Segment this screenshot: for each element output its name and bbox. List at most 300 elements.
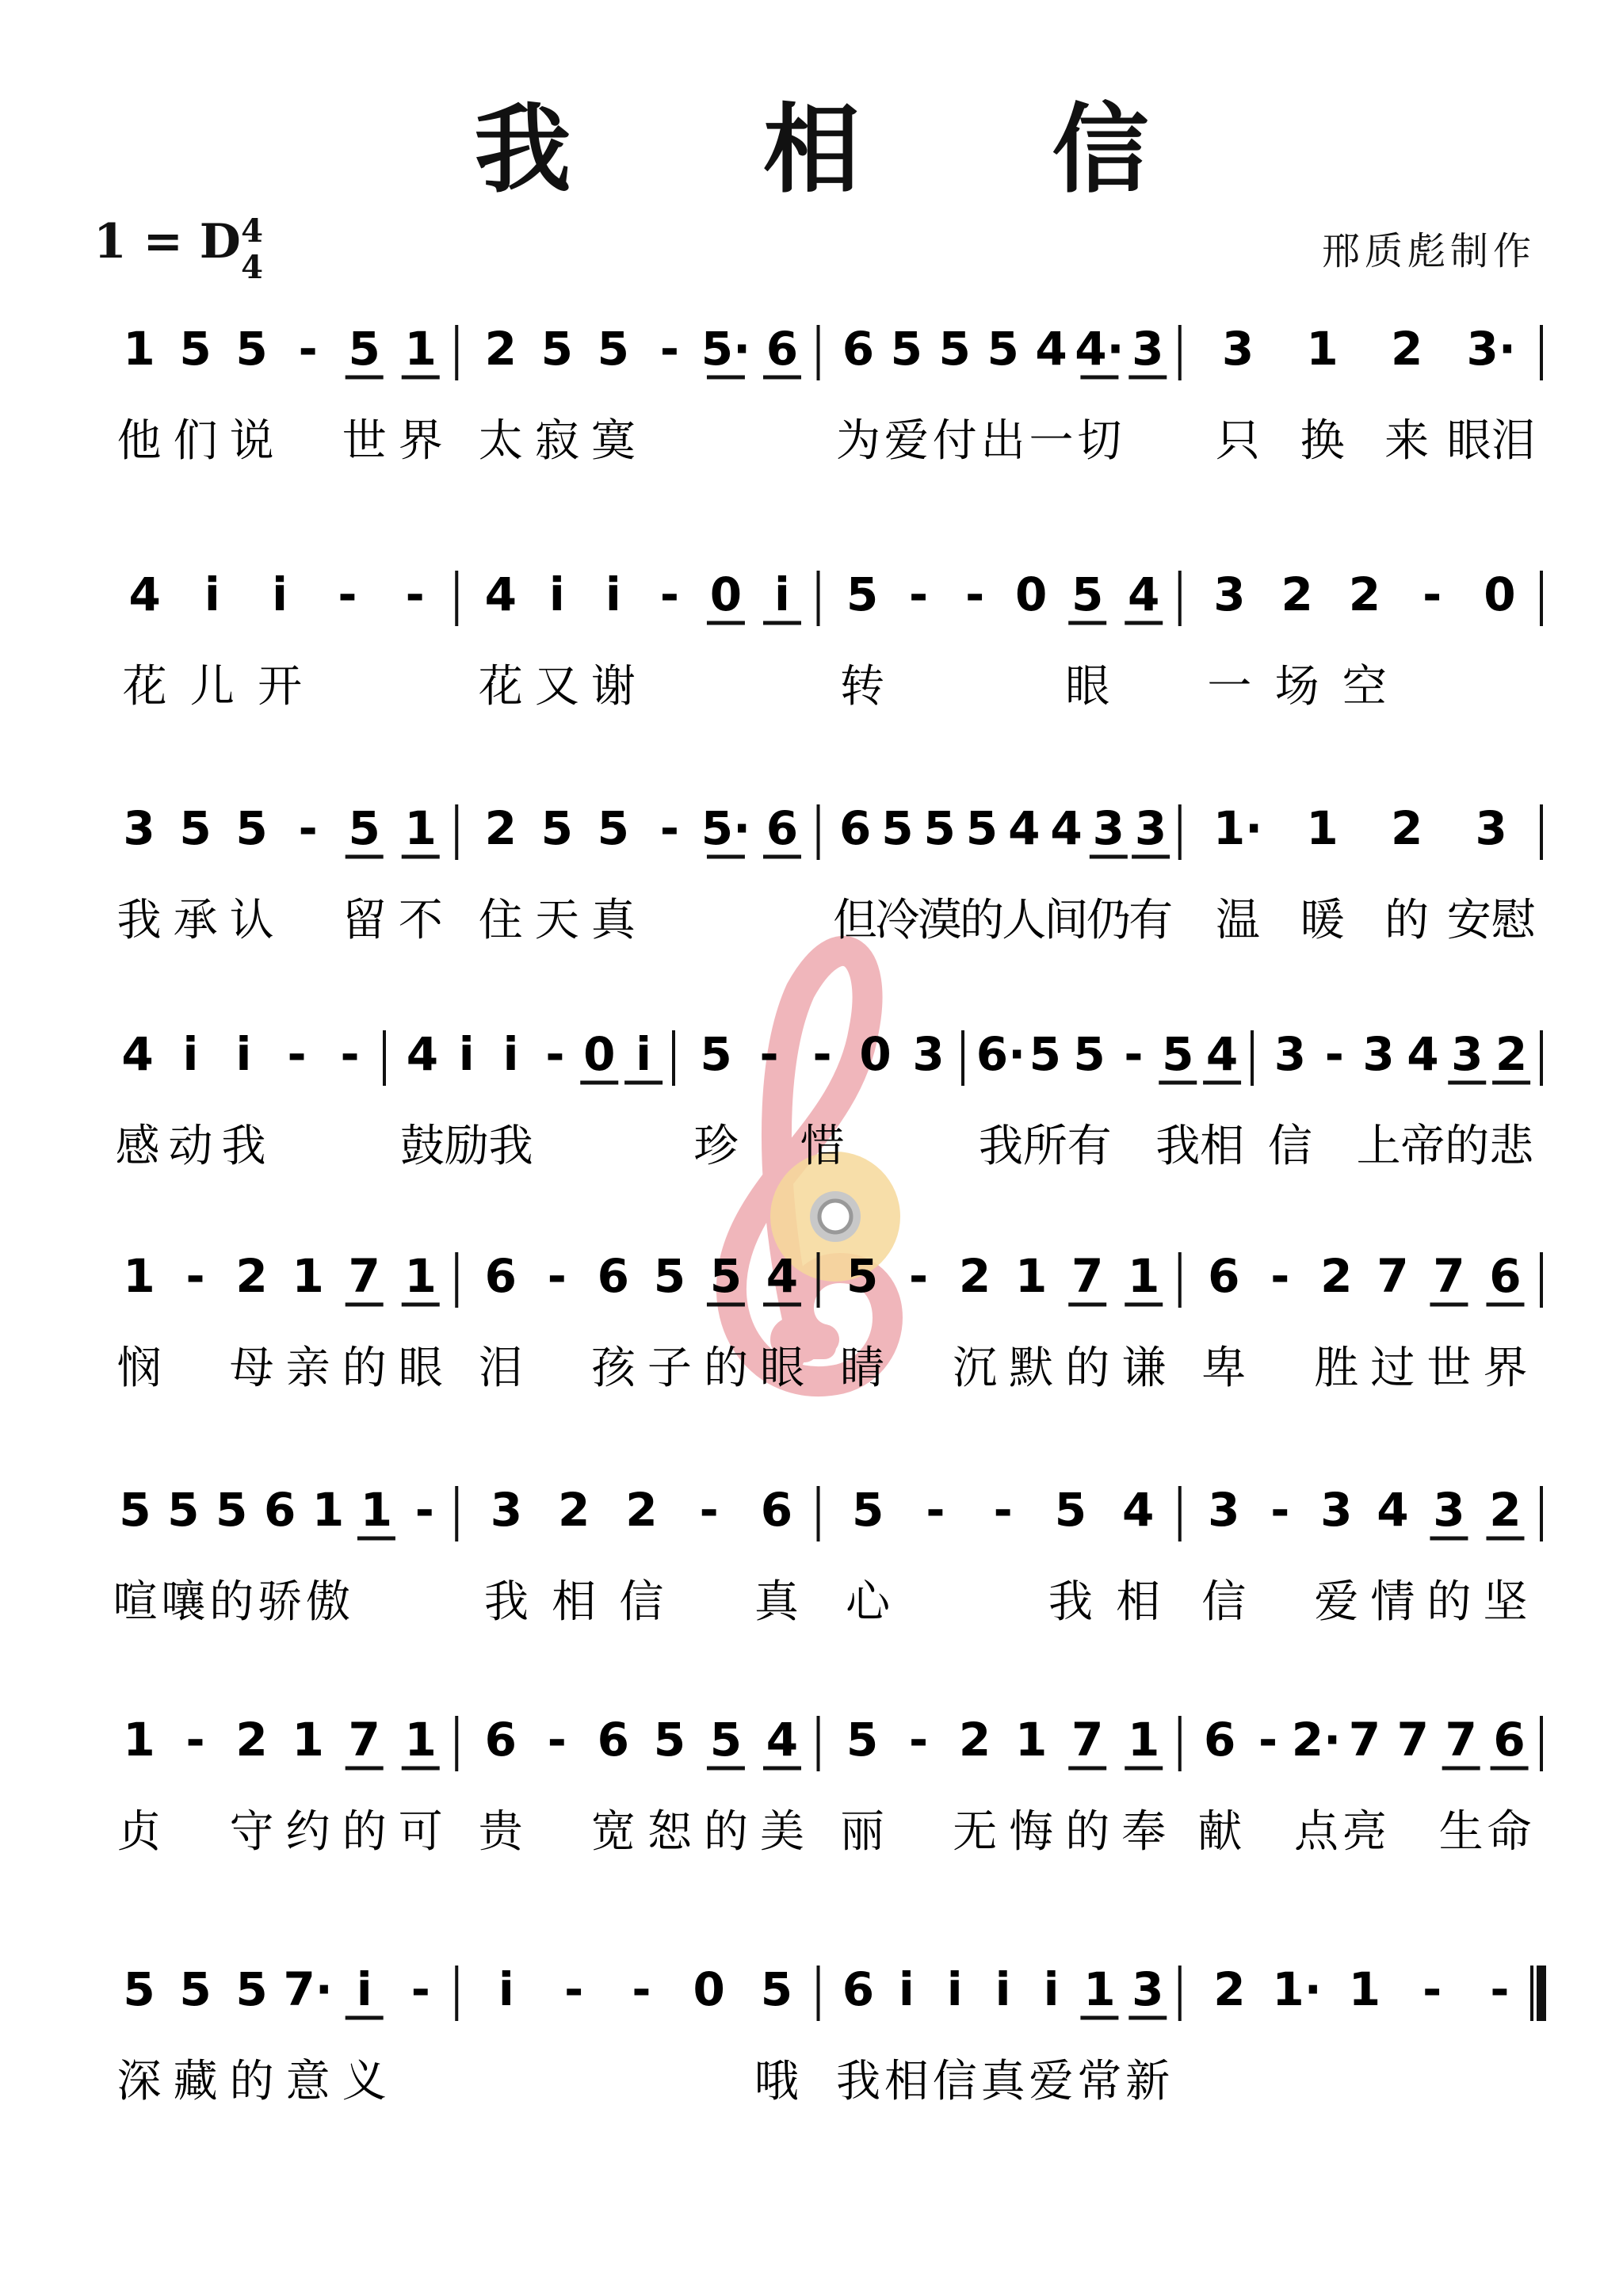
note: 4: [406, 1027, 439, 1081]
lyric: 贞: [116, 1806, 162, 1858]
note: 5: [709, 1713, 743, 1767]
note: -: [659, 322, 679, 376]
lyric: 又: [534, 661, 579, 712]
note: i: [898, 1962, 915, 2016]
note: 3: [1475, 801, 1507, 855]
note: 2: [958, 1249, 991, 1303]
note: 5: [1162, 1027, 1194, 1081]
lyric: 的: [342, 1343, 387, 1394]
note: 4: [1121, 1483, 1155, 1537]
note: 5: [709, 1249, 743, 1303]
lyric: 承: [173, 895, 218, 946]
lyric: 守: [229, 1806, 274, 1858]
note: 5: [597, 322, 630, 376]
note: -: [185, 1249, 205, 1303]
note: 7: [1377, 1249, 1409, 1303]
lyric: 的: [229, 2056, 274, 2107]
note: 3: [1221, 322, 1254, 376]
note: i: [272, 567, 288, 621]
lyric: 他: [116, 415, 162, 467]
note: 1: [1348, 1962, 1381, 2016]
lyric: 的: [703, 1806, 748, 1858]
note: -: [287, 1027, 307, 1081]
lyric: 留: [342, 895, 387, 946]
note: 5: [216, 1483, 248, 1537]
note: i: [548, 567, 565, 621]
note: 1: [1306, 322, 1338, 376]
note: 5: [1071, 567, 1104, 621]
lyric: 哦: [754, 2056, 799, 2107]
note: 5: [597, 801, 630, 855]
lyric: 我: [978, 1121, 1023, 1172]
note: 1: [292, 1249, 324, 1303]
note: -: [909, 567, 929, 621]
note: 3: [123, 801, 155, 855]
note: 3: [1213, 567, 1246, 621]
lyric: 安慰: [1446, 895, 1536, 946]
note: 2: [1390, 801, 1423, 855]
lyric: 为: [835, 415, 880, 467]
lyric: 漠: [917, 895, 962, 946]
note: 6: [838, 801, 872, 855]
note: 7: [348, 1713, 380, 1767]
note: 5: [851, 1483, 884, 1537]
note: 7·: [283, 1962, 333, 2016]
lyric: 场: [1274, 661, 1319, 712]
lyric: 相: [1116, 1576, 1161, 1628]
note: 4: [1407, 1027, 1439, 1081]
note: 6: [484, 1713, 517, 1767]
lyric: 的: [209, 1576, 254, 1628]
note: 5: [846, 567, 879, 621]
note: -: [659, 801, 679, 855]
note: 1: [1014, 1249, 1048, 1303]
lyric: 信: [932, 2056, 977, 2107]
note: 3: [1132, 1962, 1164, 2016]
lyric: 孩: [590, 1343, 636, 1394]
note: -: [545, 1027, 565, 1081]
note: 5: [846, 1713, 879, 1767]
note: 7: [1071, 1249, 1104, 1303]
note: 5: [235, 801, 268, 855]
note: 1: [404, 1713, 437, 1767]
lyric: 可: [398, 1806, 443, 1858]
note: i: [182, 1027, 199, 1081]
note: 7: [348, 1249, 380, 1303]
lyric: 嚷: [161, 1576, 206, 1628]
note: 5·: [701, 801, 751, 855]
lyric: 温: [1216, 895, 1261, 946]
note: -: [993, 1483, 1013, 1537]
note: 2: [484, 801, 517, 855]
note: 3: [1320, 1483, 1353, 1537]
note: 4: [766, 1249, 799, 1303]
lyric: 的: [1065, 1806, 1110, 1858]
note: -: [185, 1713, 205, 1767]
lyric: 相: [1200, 1121, 1245, 1172]
note: 5: [846, 1249, 879, 1303]
note: 2·: [1291, 1713, 1342, 1767]
note: -: [1270, 1249, 1290, 1303]
lyric: 鼓: [399, 1121, 445, 1172]
note: 7: [1396, 1713, 1429, 1767]
note: 6: [1493, 1713, 1526, 1767]
lyric: 暖: [1300, 895, 1345, 946]
lyric: 动: [168, 1121, 213, 1172]
note: -: [547, 1713, 567, 1767]
lyric: 珍: [693, 1121, 739, 1172]
note: i: [995, 1962, 1011, 2016]
note: i: [946, 1962, 963, 2016]
note: 1: [123, 322, 155, 376]
note: 0: [1484, 567, 1516, 621]
lyric: 悯: [116, 1343, 162, 1394]
note: 5: [540, 801, 573, 855]
note: -: [926, 1483, 945, 1537]
note: 0: [693, 1962, 725, 2016]
note: 3: [1362, 1027, 1395, 1081]
lyric: 子: [647, 1343, 692, 1394]
note: 2: [1489, 1483, 1522, 1537]
note: -: [564, 1962, 584, 2016]
lyric: 我: [1048, 1576, 1093, 1628]
note: -: [909, 1713, 929, 1767]
lyric: 宽: [590, 1806, 636, 1858]
note: -: [965, 567, 985, 621]
note: -: [338, 567, 357, 621]
lyric: 美: [759, 1806, 804, 1858]
lyric: 寞: [590, 415, 636, 467]
note: -: [340, 1027, 360, 1081]
note: 7: [1071, 1713, 1104, 1767]
note: 5·: [701, 322, 751, 376]
note: 2: [1390, 322, 1423, 376]
note: 3: [1208, 1483, 1240, 1537]
lyric: 深: [116, 2056, 162, 2107]
lyric: 但: [833, 895, 878, 946]
lyric: 信: [619, 1576, 664, 1628]
lyric: 泪: [478, 1343, 523, 1394]
lyric: 换: [1300, 415, 1345, 467]
note: 2: [958, 1713, 991, 1767]
note: -: [1270, 1483, 1290, 1537]
lyric: 眼: [759, 1343, 804, 1394]
note: 5: [119, 1483, 151, 1537]
note: -: [1124, 1027, 1144, 1081]
lyric: 界: [1483, 1343, 1528, 1394]
note: -: [405, 567, 425, 621]
lyric: 相: [552, 1576, 597, 1628]
lyric: 默: [1009, 1343, 1054, 1394]
lyric: 傲: [306, 1576, 351, 1628]
note: 3: [1433, 1483, 1465, 1537]
lyric: 真: [754, 1576, 799, 1628]
lyric: 眼泪: [1446, 415, 1536, 467]
note: -: [812, 1027, 832, 1081]
lyric: 过: [1370, 1343, 1415, 1394]
lyric: 只: [1216, 415, 1261, 467]
lyric: 的: [1065, 1343, 1110, 1394]
note: i: [502, 1027, 519, 1081]
note: i: [636, 1027, 652, 1081]
note: 2: [625, 1483, 658, 1537]
lyric: 爱: [884, 415, 929, 467]
note: 0: [859, 1027, 892, 1081]
note: -: [298, 801, 318, 855]
note: 6: [1208, 1249, 1240, 1303]
note: -: [411, 1962, 430, 2016]
lyric: 悔: [1009, 1806, 1054, 1858]
lyric: 点: [1293, 1806, 1338, 1858]
note: 6: [1489, 1249, 1522, 1303]
lyric: 情: [1370, 1576, 1415, 1628]
lyric: 付: [932, 415, 977, 467]
note: 6: [842, 322, 875, 376]
note: 1·: [1212, 801, 1263, 855]
note: 5: [987, 322, 1019, 376]
lyric: 意: [285, 2056, 330, 2107]
lyric: 世: [1426, 1343, 1472, 1394]
note: 3: [912, 1027, 945, 1081]
note: 5: [540, 322, 573, 376]
note: 5: [890, 322, 923, 376]
lyric: 有: [1128, 895, 1174, 946]
lyric: 亲: [285, 1343, 330, 1394]
note: 1: [292, 1713, 324, 1767]
lyric: 感: [115, 1121, 160, 1172]
lyric: 母: [229, 1343, 274, 1394]
lyric: 我: [483, 1576, 529, 1628]
lyric: 天: [534, 895, 579, 946]
note: 4: [128, 567, 161, 621]
note: 5: [700, 1027, 732, 1081]
lyric: 我: [835, 2056, 880, 2107]
lyric: 我: [116, 895, 162, 946]
lyric: 我: [221, 1121, 266, 1172]
lyric: 无: [953, 1806, 998, 1858]
note: 7: [1348, 1713, 1381, 1767]
note: 6: [597, 1713, 630, 1767]
note: 4: [1008, 801, 1041, 855]
note: 4: [121, 1027, 154, 1081]
note: 1: [404, 322, 437, 376]
lyric: 的: [959, 895, 1004, 946]
note: 3: [1134, 801, 1167, 855]
note: 3: [1451, 1027, 1484, 1081]
note: 6: [484, 1249, 517, 1303]
note: -: [1490, 1962, 1510, 2016]
note: 1: [1306, 801, 1338, 855]
lyric: 不: [398, 895, 443, 946]
note: 1: [1128, 1713, 1160, 1767]
note: 0: [1014, 567, 1048, 621]
note: 2: [1348, 567, 1381, 621]
note: 5: [760, 1962, 793, 2016]
note: i: [1043, 1962, 1060, 2016]
lyric: 骄: [258, 1576, 303, 1628]
note: -: [547, 1249, 567, 1303]
lyric: 切: [1077, 415, 1122, 467]
lyric: 的: [342, 1806, 387, 1858]
lyric: 相: [884, 2056, 929, 2107]
lyric: 生: [1438, 1806, 1484, 1858]
lyric: 上: [1356, 1121, 1401, 1172]
note: 5: [179, 801, 212, 855]
note: 4: [1377, 1483, 1409, 1537]
note: i: [235, 1027, 252, 1081]
lyric: 心: [846, 1576, 891, 1628]
note: -: [1324, 1027, 1344, 1081]
note: 6: [1204, 1713, 1236, 1767]
lyric: 开: [258, 661, 303, 712]
lyric: 来: [1384, 415, 1430, 467]
note: 1: [404, 1249, 437, 1303]
lyric: 丽: [840, 1806, 885, 1858]
lyric: 世: [342, 415, 387, 467]
lyric: 新: [1125, 2056, 1170, 2107]
note: 5: [1029, 1027, 1061, 1081]
lyric: 眼: [1065, 661, 1110, 712]
lyric: 卑: [1201, 1343, 1247, 1394]
lyric: 常: [1077, 2056, 1122, 2107]
lyric: 我: [1155, 1121, 1201, 1172]
note: 0: [583, 1027, 616, 1081]
note: 6: [766, 801, 799, 855]
note: 2: [1213, 1962, 1246, 2016]
note: 1: [360, 1483, 393, 1537]
lyric: 我: [488, 1121, 533, 1172]
lyric: 真: [980, 2056, 1025, 2107]
note: 5: [179, 1962, 212, 2016]
note: -: [659, 567, 679, 621]
note: 3: [1274, 1027, 1307, 1081]
lyric: 寂: [534, 415, 579, 467]
note: 6: [842, 1962, 875, 2016]
note: 4: [1050, 801, 1083, 855]
lyric: 所: [1022, 1121, 1067, 1172]
note: i: [356, 1962, 372, 2016]
lyric: 约: [285, 1806, 330, 1858]
note: 5: [179, 322, 212, 376]
lyric: 的: [703, 1343, 748, 1394]
arranger-credit: 邢质彪制作: [1321, 229, 1536, 273]
lyric: 真: [590, 895, 636, 946]
lyric: 胜: [1314, 1343, 1359, 1394]
note: 5: [1073, 1027, 1106, 1081]
lyric: 藏: [173, 2056, 218, 2107]
note: 5: [167, 1483, 200, 1537]
note: 1: [123, 1249, 155, 1303]
note: 7: [1433, 1249, 1465, 1303]
note: -: [759, 1027, 779, 1081]
note: 2: [1281, 567, 1313, 621]
note: i: [605, 567, 621, 621]
note: 6: [766, 322, 799, 376]
lyric: 们: [173, 415, 218, 467]
note: -: [632, 1962, 651, 2016]
note: 5: [881, 801, 914, 855]
lyric: 的: [1384, 895, 1430, 946]
note: 4: [766, 1713, 799, 1767]
lyric: 恕: [647, 1806, 692, 1858]
time-numerator: 4: [241, 212, 263, 250]
lyric: 谦: [1121, 1343, 1167, 1394]
note: 4: [1205, 1027, 1239, 1081]
lyric: 的: [1445, 1121, 1490, 1172]
note: 4: [484, 567, 517, 621]
note: 2: [235, 1713, 268, 1767]
note: 1·: [1272, 1962, 1322, 2016]
note: 2: [557, 1483, 590, 1537]
lyric: 转: [840, 661, 885, 712]
lyric: 一: [1207, 661, 1252, 712]
note: 5: [235, 322, 268, 376]
note: -: [1258, 1713, 1278, 1767]
note: -: [1423, 567, 1442, 621]
lyric: 一: [1029, 415, 1074, 467]
lyric: 信: [1267, 1121, 1312, 1172]
note: 6: [760, 1483, 793, 1537]
lyric: 的: [1426, 1576, 1472, 1628]
note: 1: [1128, 1249, 1160, 1303]
note: i: [774, 567, 790, 621]
lyric: 说: [229, 415, 274, 467]
lyric: 住: [478, 895, 523, 946]
note: 5: [653, 1249, 686, 1303]
note: 2: [484, 322, 517, 376]
note: 7: [1445, 1713, 1477, 1767]
lyric: 有: [1067, 1121, 1112, 1172]
lyric: 出: [980, 415, 1025, 467]
lyric: 认: [229, 895, 274, 946]
note: 4: [1035, 322, 1067, 376]
lyric: 爱: [1029, 2056, 1074, 2107]
lyric: 义: [342, 2056, 387, 2107]
note: 5: [123, 1962, 155, 2016]
note: i: [498, 1962, 514, 2016]
key-signature: 1 = D: [94, 214, 241, 269]
lyric: 空: [1342, 661, 1387, 712]
note: 1: [123, 1713, 155, 1767]
note: 5: [653, 1713, 686, 1767]
note: 4·: [1075, 322, 1125, 376]
lyric: 励: [444, 1121, 489, 1172]
note: 5: [348, 322, 380, 376]
note: 4: [1128, 567, 1160, 621]
note: -: [909, 1249, 929, 1303]
lyric: 沉: [953, 1343, 998, 1394]
note: -: [1423, 1962, 1442, 2016]
note: -: [298, 322, 318, 376]
note: 5: [348, 801, 380, 855]
note: 5: [235, 1962, 268, 2016]
lyric: 悲: [1489, 1121, 1534, 1172]
note: 5: [1054, 1483, 1087, 1537]
note: -: [414, 1483, 434, 1537]
note: 5: [938, 322, 971, 376]
lyric: 冷: [875, 895, 920, 946]
lyric: 贵: [478, 1806, 523, 1858]
note: 1: [404, 801, 437, 855]
lyric: 坚: [1483, 1576, 1528, 1628]
lyric: 间: [1044, 895, 1089, 946]
time-denominator: 4: [241, 249, 263, 286]
note: 2: [1320, 1249, 1353, 1303]
lyric: 献: [1197, 1806, 1243, 1858]
lyric: 眼: [398, 1343, 443, 1394]
note: 2: [1495, 1027, 1528, 1081]
note: 3: [490, 1483, 523, 1537]
